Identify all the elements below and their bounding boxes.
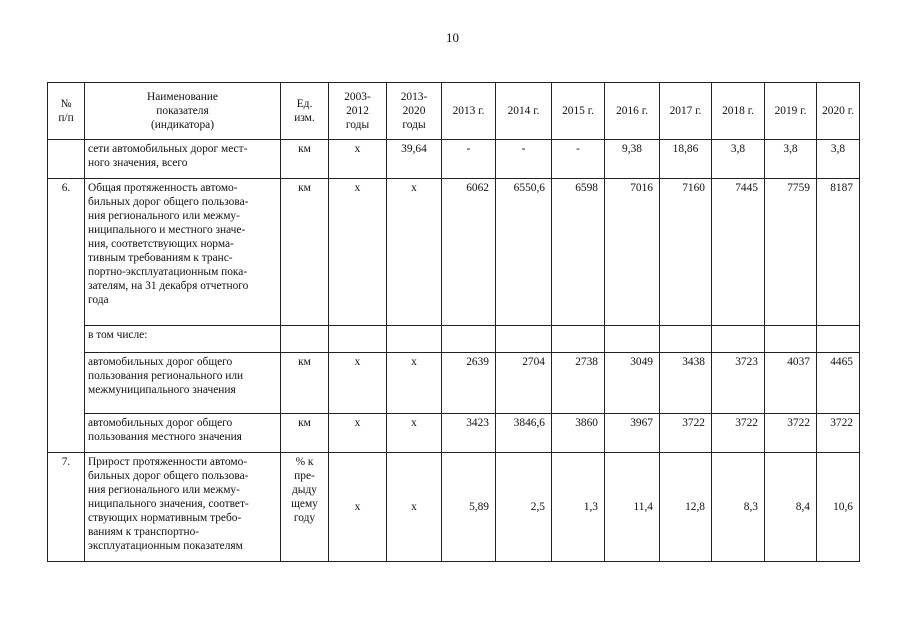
row-value: 4037 (765, 353, 817, 414)
row-value (442, 326, 496, 353)
row-value: 11,4 (605, 453, 660, 562)
row-value: 3722 (765, 414, 817, 453)
header-year: 2013 г. (442, 83, 496, 140)
row-value: 3860 (552, 414, 605, 453)
row-period2: х (387, 353, 442, 414)
row-period1: х (329, 179, 387, 326)
row-unit: км (281, 414, 329, 453)
header-year: 2020 г. (817, 83, 860, 140)
row-value: 7160 (660, 179, 712, 326)
page-number: 10 (446, 30, 459, 45)
row-value: 3967 (605, 414, 660, 453)
row-value: 2639 (442, 353, 496, 414)
row-value: 3,8 (817, 140, 860, 179)
row-value (817, 326, 860, 353)
row-period1 (329, 326, 387, 353)
row-value: 9,38 (605, 140, 660, 179)
row-num (48, 414, 85, 453)
row-name: Прирост протяженности автомо- бильных дорог общего пользова- ния регионального или межму- ниципального значения, соответ- ствующих нормативным требо- ваниям к транспортно- эксплуатационным показателям (85, 453, 281, 562)
row-value: 3,8 (765, 140, 817, 179)
row-value (496, 326, 552, 353)
row-value: 7016 (605, 179, 660, 326)
row-value (605, 326, 660, 353)
header-period-2013-2020: 2013- 2020 годы (387, 83, 442, 140)
header-name: Наименование показателя (индикатора) (85, 83, 281, 140)
row-period2: 39,64 (387, 140, 442, 179)
row-num: 7. (48, 453, 85, 562)
header-year: 2017 г. (660, 83, 712, 140)
header-year: 2015 г. (552, 83, 605, 140)
header-year: 2019 г. (765, 83, 817, 140)
row-value: 3846,6 (496, 414, 552, 453)
row-value: 8,4 (765, 453, 817, 562)
header-period-2003-2012: 2003- 2012 годы (329, 83, 387, 140)
row-value: 3,8 (712, 140, 765, 179)
row-value: 12,8 (660, 453, 712, 562)
table-row (48, 326, 860, 353)
row-value: - (496, 140, 552, 179)
row-value: 6062 (442, 179, 496, 326)
row-num (48, 353, 85, 414)
row-value (552, 326, 605, 353)
row-unit: % к пре- дыду щему году (281, 453, 329, 562)
row-value: 2,5 (496, 453, 552, 562)
table-row (48, 453, 860, 562)
row-period1: х (329, 353, 387, 414)
table-row (48, 353, 860, 414)
row-unit: км (281, 140, 329, 179)
row-period2 (387, 326, 442, 353)
row-value: 7759 (765, 179, 817, 326)
row-value: 3722 (712, 414, 765, 453)
row-num: 6. (48, 179, 85, 326)
row-value (660, 326, 712, 353)
row-num (48, 140, 85, 179)
row-name: Общая протяженность автомо- бильных дорог общего пользова- ния регионального или межму- ниципального и местного значе- ния, соответствующих норма- тивным требованиям к транс- портно-эксплуатационным пока- зателям, на 31 декабря отчетного года (85, 179, 281, 326)
row-value: 3423 (442, 414, 496, 453)
table-header-row (48, 83, 860, 140)
row-value: 18,86 (660, 140, 712, 179)
row-period2: х (387, 453, 442, 562)
row-value: 3438 (660, 353, 712, 414)
row-value (765, 326, 817, 353)
row-period2: х (387, 179, 442, 326)
row-num (48, 326, 85, 353)
indicators-table (47, 82, 860, 562)
header-year: 2016 г. (605, 83, 660, 140)
row-value: 3722 (817, 414, 860, 453)
row-value: 7445 (712, 179, 765, 326)
row-period1: х (329, 140, 387, 179)
row-name: автомобильных дорог общего пользования регионального или межмуниципального значения (85, 353, 281, 414)
row-value: 8,3 (712, 453, 765, 562)
row-period1: х (329, 414, 387, 453)
row-name: сети автомобильных дорог мест- ного значения, всего (85, 140, 281, 179)
table-row (48, 414, 860, 453)
row-unit: км (281, 179, 329, 326)
row-value: 3723 (712, 353, 765, 414)
row-value: 2738 (552, 353, 605, 414)
row-value: - (442, 140, 496, 179)
row-value: 5,89 (442, 453, 496, 562)
row-name: автомобильных дорог общего пользования местного значения (85, 414, 281, 453)
row-value: 10,6 (817, 453, 860, 562)
row-value: 6598 (552, 179, 605, 326)
row-period1: х (329, 453, 387, 562)
table-row (48, 140, 860, 179)
row-value: 2704 (496, 353, 552, 414)
header-unit: Ед. изм. (281, 83, 329, 140)
row-value (712, 326, 765, 353)
row-value: 1,3 (552, 453, 605, 562)
row-value: - (552, 140, 605, 179)
row-name: в том числе: (85, 326, 281, 353)
row-period2: х (387, 414, 442, 453)
header-year: 2018 г. (712, 83, 765, 140)
header-num: № п/п (48, 83, 85, 140)
row-unit: км (281, 353, 329, 414)
row-value: 3049 (605, 353, 660, 414)
table-row (48, 179, 860, 326)
row-value: 4465 (817, 353, 860, 414)
row-unit (281, 326, 329, 353)
row-value: 6550,6 (496, 179, 552, 326)
row-value: 3722 (660, 414, 712, 453)
header-year: 2014 г. (496, 83, 552, 140)
row-value: 8187 (817, 179, 860, 326)
